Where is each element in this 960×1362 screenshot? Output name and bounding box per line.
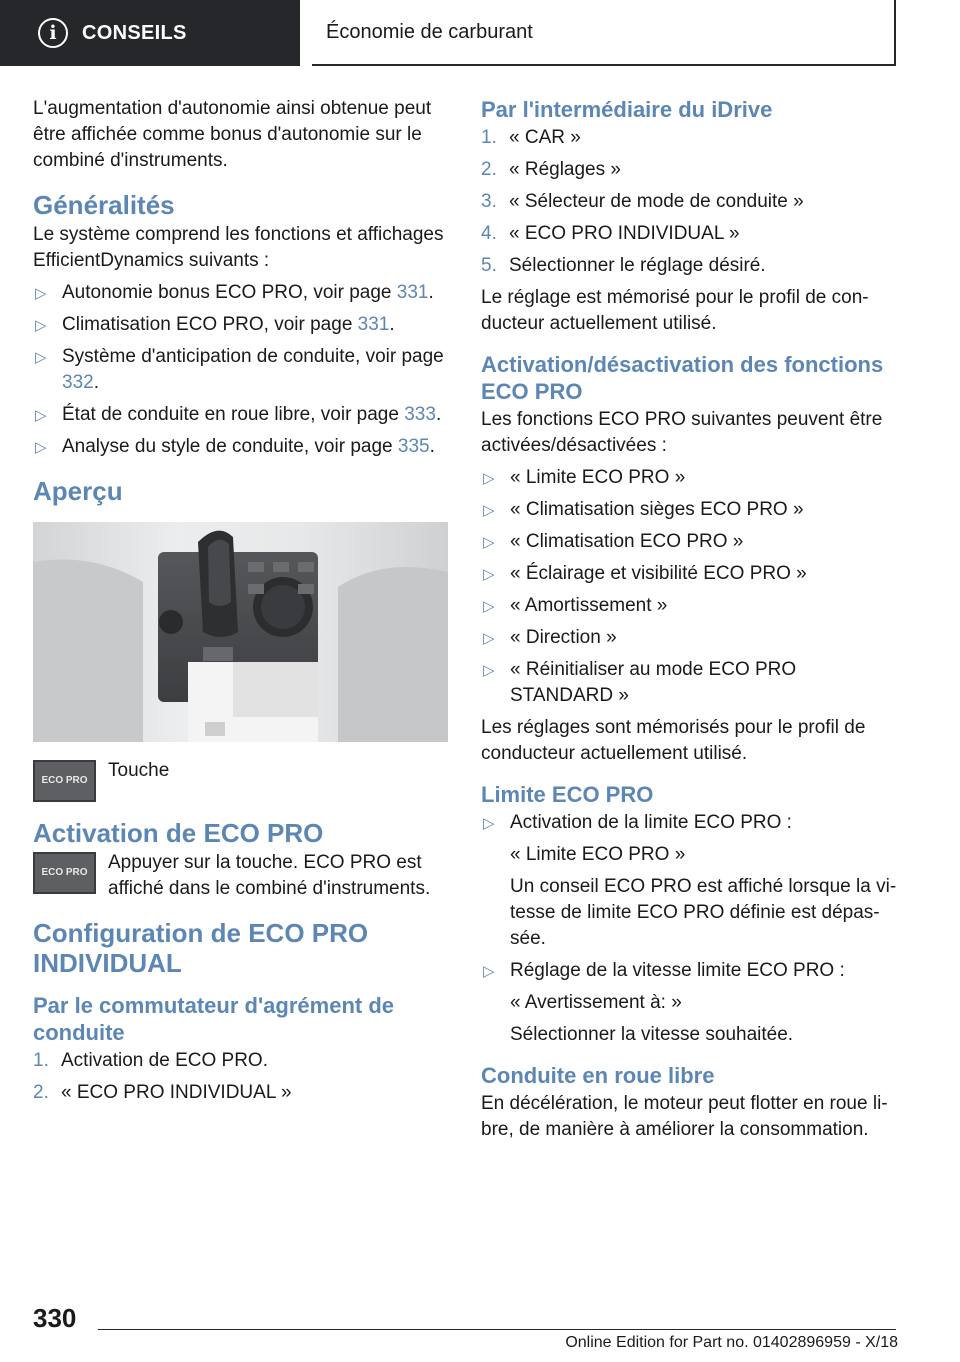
list-item: ▷ « Direction » [481, 625, 901, 651]
activation-text: Appuyer sur la touche. ECO PRO est affiché dans le combiné d'instruments. [108, 852, 431, 899]
step-item: 1. Activation de ECO PRO. [33, 1050, 268, 1071]
section-label: CONSEILS [82, 21, 187, 44]
intro-paragraph: L'augmentation d'autonomie ainsi obtenue peut être affichée comme bonus d'autonomie sur le combiné d'instruments. [33, 98, 432, 171]
eco-pro-button-icon: ECO PRO [33, 852, 96, 894]
activation-desactivation-note: Les réglages sont mémorisés pour le profil de conducteur actuellement utilisé. [481, 717, 866, 764]
triangle-bullet-icon: ▷ [35, 406, 47, 424]
triangle-bullet-icon: ▷ [483, 962, 495, 980]
triangle-bullet-icon: ▷ [483, 597, 495, 615]
section-tab [0, 0, 300, 66]
heading-roue-libre: Conduite en roue libre [481, 1063, 715, 1088]
chapter-title: Économie de carburant [312, 0, 896, 66]
list-item: ▷ Autonomie bonus ECO PRO, voir page 331. [33, 280, 448, 306]
footer-divider [98, 1329, 896, 1330]
heading-configuration: Configuration de ECO PRO INDIVIDUAL [33, 918, 369, 978]
page-link[interactable]: 333 [404, 404, 436, 425]
heading-generalites: Généralités [33, 190, 175, 220]
triangle-bullet-icon: ▷ [35, 316, 47, 334]
step-item: 4. « ECO PRO INDIVIDUAL » [481, 223, 740, 244]
activation-desactivation-text: Les fonctions ECO PRO suivantes peuvent être activées/désactivées : [481, 409, 883, 456]
step-item: 2. « ECO PRO INDIVIDUAL » [33, 1082, 292, 1103]
list-item: ▷ « Climatisation sièges ECO PRO » [481, 497, 901, 523]
list-item: ▷ Climatisation ECO PRO, voir page 331. [33, 312, 448, 338]
triangle-bullet-icon: ▷ [483, 814, 495, 832]
list-item: ▷ « Amortissement » [481, 593, 901, 619]
page-number: 330 [33, 1303, 77, 1333]
heading-activation-desactivation: Activation/désactivation des fonctions ECO PRO [481, 352, 884, 404]
heading-activation: Activation de ECO PRO [33, 818, 324, 848]
page-link[interactable]: 335 [397, 436, 430, 457]
limite-list [481, 810, 901, 1048]
step-item: 1. « CAR » [481, 127, 581, 148]
step-item: 5. Sélectionner le réglage désiré. [481, 255, 766, 276]
triangle-bullet-icon: ▷ [483, 661, 495, 679]
list-item: ▷ « Climatisation ECO PRO » [481, 529, 901, 555]
info-icon: i [38, 18, 68, 48]
key-caption: Touche [108, 760, 170, 781]
generalites-list [33, 280, 448, 460]
list-item: ▷ Réglage de la vitesse limite ECO PRO : « Avertissement à: » Sélectionner la vitesse souhaitée. [483, 960, 845, 1045]
heading-commutateur: Par le commutateur d'agrément de conduite [33, 993, 395, 1045]
left-column [33, 96, 448, 1112]
list-item: ▷ « Éclairage et visibilité ECO PRO » [481, 561, 901, 587]
right-column [481, 96, 901, 1149]
step-item: 3. « Sélecteur de mode de conduite » [481, 191, 804, 212]
eco-pro-key-row [33, 758, 448, 802]
page-link[interactable]: 332 [62, 372, 94, 393]
list-item: ▷ « Limite ECO PRO » [481, 465, 901, 491]
triangle-bullet-icon: ▷ [483, 533, 495, 551]
triangle-bullet-icon: ▷ [35, 438, 47, 456]
step-item: 2. « Réglages » [481, 159, 621, 180]
edition-footer: Online Edition for Part no. 01402896959 - X/18 [565, 1334, 898, 1351]
idrive-note: Le réglage est mémorisé pour le profil de conducteur actuellement utilisé. [481, 287, 869, 334]
page-link[interactable]: 331 [396, 282, 429, 303]
list-item: ▷ Activation de la limite ECO PRO : « Limite ECO PRO » Un conseil ECO PRO est affiché lorsque la vitesse de limite ECO PRO définie est dépassée. [483, 812, 897, 949]
list-item: ▷ Système d'anticipation de conduite, voir page 332. [35, 346, 444, 393]
triangle-bullet-icon: ▷ [35, 348, 47, 366]
triangle-bullet-icon: ▷ [483, 469, 495, 487]
idrive-steps [481, 125, 901, 279]
center-console-photo [33, 522, 448, 742]
page-header [0, 0, 960, 66]
generalites-text: Le système comprend les fonctions et affichages EfficientDynamics suivants : [33, 224, 444, 271]
activation-key-row [33, 850, 448, 902]
triangle-bullet-icon: ▷ [483, 565, 495, 583]
configuration-steps [33, 1048, 448, 1106]
roue-libre-text: En décélération, le moteur peut flotter en roue libre, de manière à améliorer la consommation. [481, 1093, 888, 1140]
triangle-bullet-icon: ▷ [483, 629, 495, 647]
eco-pro-button-icon: ECO PRO [33, 760, 96, 802]
page-link[interactable]: 331 [357, 314, 390, 335]
triangle-bullet-icon: ▷ [483, 501, 495, 519]
heading-apercu: Aperçu [33, 476, 123, 506]
list-item: ▷ « Réinitialiser au mode ECO PRO STANDARD » [483, 659, 797, 706]
list-item: ▷ État de conduite en roue libre, voir page 333. [33, 402, 448, 428]
heading-limite: Limite ECO PRO [481, 782, 654, 807]
eco-pro-functions-list [481, 465, 901, 709]
triangle-bullet-icon: ▷ [35, 284, 47, 302]
heading-idrive: Par l'intermédiaire du iDrive [481, 97, 773, 122]
list-item: ▷ Analyse du style de conduite, voir page 335. [33, 434, 448, 460]
